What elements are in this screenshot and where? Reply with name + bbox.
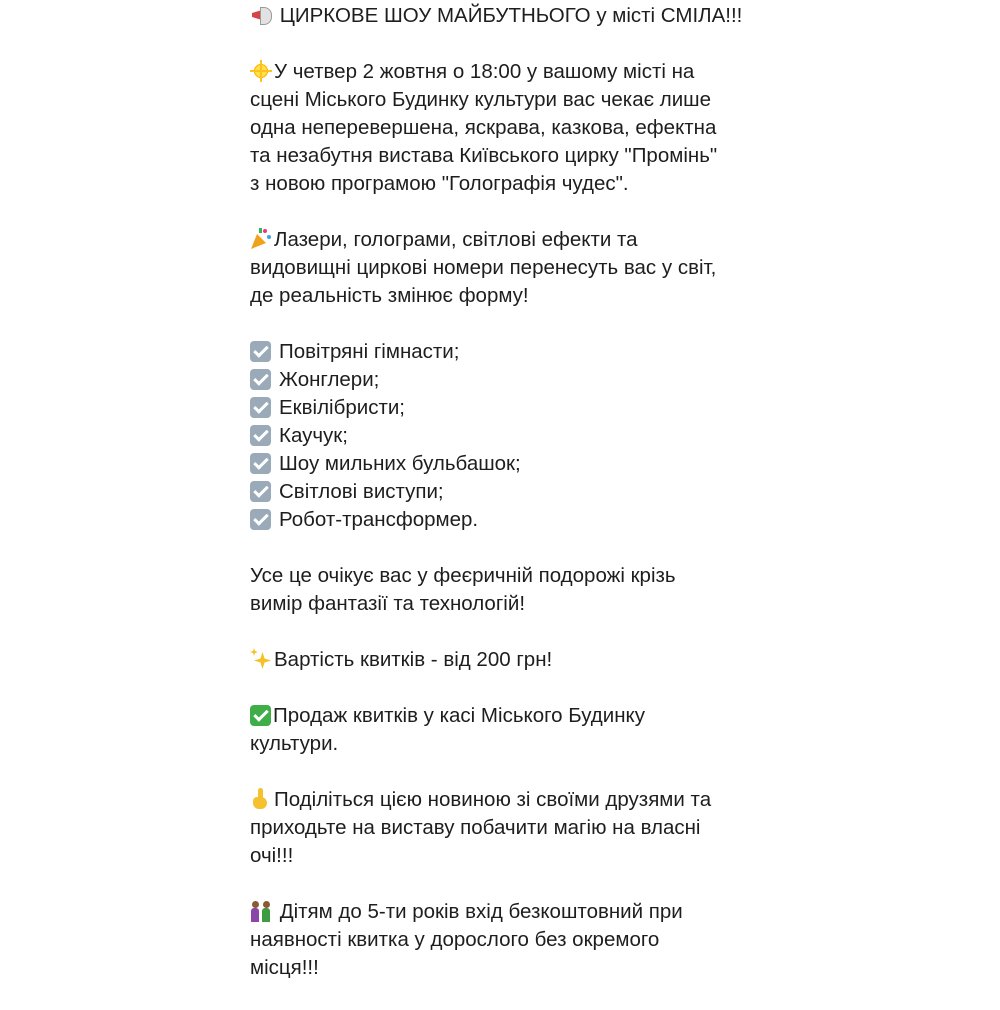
pointing-finger-icon — [250, 788, 272, 810]
intro-line: з новою програмою "Голографія чудес". — [250, 172, 629, 195]
journey-paragraph — [250, 562, 810, 618]
list-item — [250, 422, 810, 450]
check-box-icon — [250, 425, 271, 446]
post-title — [250, 2, 810, 30]
post-title-text: ЦИРКОВЕ ШОУ МАЙБУТНЬОГО у місті СМІЛА!!! — [274, 4, 743, 27]
post-body — [250, 2, 810, 1010]
kids-paragraph — [250, 898, 810, 982]
check-box-icon — [250, 481, 271, 502]
party-popper-icon — [250, 228, 272, 250]
couple-icon — [250, 900, 272, 922]
megaphone-icon — [250, 4, 272, 26]
green-check-icon — [250, 705, 271, 726]
list-item-label: Робот-трансформер. — [279, 508, 479, 531]
effects-line: Лазери, голограми, світлові ефекти та — [274, 228, 638, 251]
intro-line: У четвер 2 жовтня о 18:00 у вашому місті на — [274, 60, 695, 83]
check-box-icon — [250, 453, 271, 474]
list-item-label: Повітряні гімнасти; — [279, 340, 460, 363]
check-box-icon — [250, 397, 271, 418]
share-line: Поділіться цією новиною зі своїми друзями та — [274, 788, 712, 811]
kids-line: Дітям до 5-ти років вхід безкоштовний при — [274, 900, 683, 923]
journey-line: Усе це очікує вас у феєричній подорожі крізь — [250, 564, 676, 587]
check-box-icon — [250, 369, 271, 390]
list-item — [250, 366, 810, 394]
check-box-icon — [250, 341, 271, 362]
glowing-star-icon — [250, 60, 272, 82]
intro-paragraph — [250, 58, 810, 198]
acts-list — [250, 338, 810, 534]
intro-line: сцені Міського Будинку культури вас чекає лише — [250, 88, 712, 111]
list-item — [250, 394, 810, 422]
list-item-label: Жонглери; — [279, 368, 380, 391]
kids-line: наявності квитка у дорослого без окремого — [250, 928, 660, 951]
sales-line: культури. — [250, 732, 339, 755]
list-item-label: Еквілібристи; — [279, 396, 405, 419]
price-paragraph — [250, 646, 810, 674]
sales-line: Продаж квитків у касі Міського Будинку — [273, 704, 645, 727]
intro-line: одна неперевершена, яскрава, казкова, ефектна — [250, 116, 717, 139]
list-item-label: Світлові виступи; — [279, 480, 444, 503]
share-line: приходьте на виставу побачити магію на власні — [250, 816, 701, 839]
intro-line: та незабутня вистава Київського цирку "Промінь" — [250, 144, 718, 167]
list-item — [250, 450, 810, 478]
list-item — [250, 478, 810, 506]
share-line: очі!!! — [250, 844, 294, 867]
share-paragraph — [250, 786, 810, 870]
check-box-icon — [250, 509, 271, 530]
list-item-label: Каучук; — [279, 424, 348, 447]
sales-paragraph — [250, 702, 810, 758]
effects-line: видовищні циркові номери перенесуть вас у світ, — [250, 256, 717, 279]
list-item — [250, 338, 810, 366]
effects-paragraph — [250, 226, 810, 310]
sparkles-icon — [250, 648, 272, 670]
list-item — [250, 506, 810, 534]
list-item-label: Шоу мильних бульбашок; — [279, 452, 521, 475]
effects-line: де реальність змінює форму! — [250, 284, 529, 307]
kids-line: місця!!! — [250, 956, 319, 979]
price-text: Вартість квитків - від 200 грн! — [274, 648, 553, 671]
journey-line: вимір фантазії та технологій! — [250, 592, 526, 615]
